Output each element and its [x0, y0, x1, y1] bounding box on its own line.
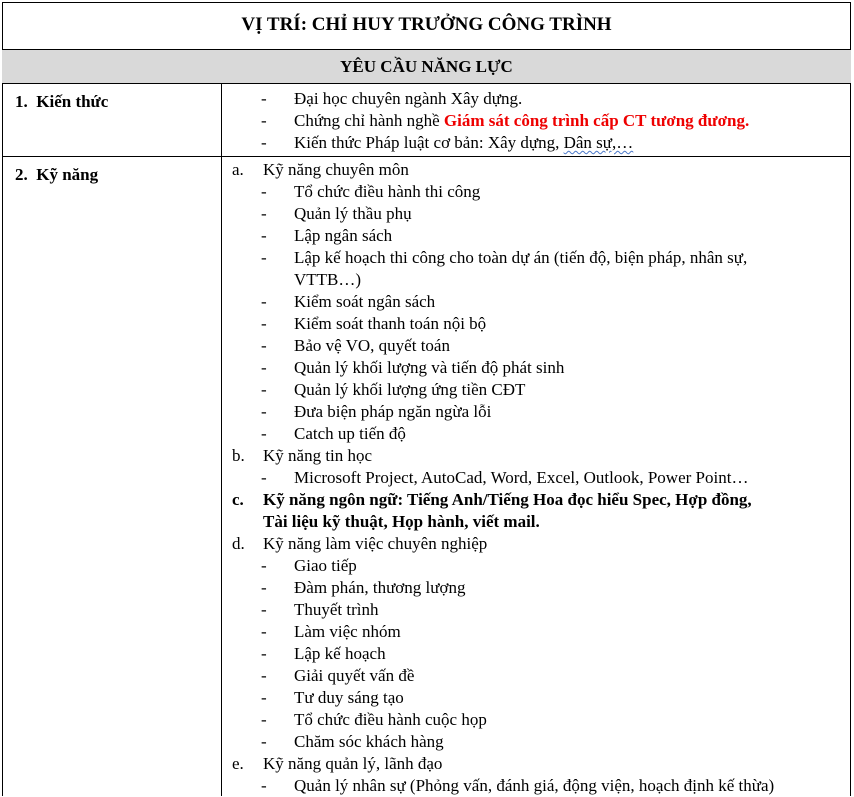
list-item: Quản lý khối lượng và tiến độ phát sinh	[294, 358, 565, 377]
list-item: Tổ chức điều hành cuộc họp	[294, 710, 487, 729]
group-title-d: Kỹ năng làm việc chuyên nghiệp	[263, 534, 488, 553]
bullet-dash: -	[261, 336, 267, 355]
group-title-c-continuation: Tài liệu kỹ thuật, Họp hành, viết mail.	[263, 512, 540, 531]
group-marker-b: b.	[232, 446, 245, 465]
bullet-dash: -	[261, 556, 267, 575]
bullet-dash: -	[261, 732, 267, 751]
group-marker-c: c.	[232, 490, 244, 509]
row-title: Kỹ năng	[36, 165, 99, 184]
group-title-b: Kỹ năng tin học	[263, 446, 373, 465]
list-item: Đại học chuyên ngành Xây dựng.	[294, 89, 523, 108]
bullet-dash: -	[261, 111, 267, 130]
list-item: Bảo vệ VO, quyết toán	[294, 336, 450, 355]
rule-under-header	[2, 83, 851, 84]
group-title-c: Kỹ năng ngôn ngữ: Tiếng Anh/Tiếng Hoa đọc hiểu Spec, Hợp đồng,	[263, 490, 752, 509]
bullet-dash: -	[261, 182, 267, 201]
bullet-dash: -	[261, 666, 267, 685]
list-item-continuation: VTTB…)	[294, 270, 362, 289]
group-marker-e: e.	[232, 754, 244, 773]
competency-table	[2, 2, 851, 796]
bullet-dash: -	[261, 380, 267, 399]
bullet-dash: -	[261, 710, 267, 729]
list-item: Chứng chỉ hành nghề Giám sát công trình cấp CT tương đương.	[294, 111, 750, 130]
row-number: 1.	[15, 92, 28, 111]
bullet-dash: -	[261, 204, 267, 223]
highlight-text: Giám sát công trình cấp CT tương đương.	[443, 111, 750, 130]
list-item: Lập ngân sách	[294, 226, 393, 245]
list-item: Giao tiếp	[294, 556, 357, 575]
list-item: Chăm sóc khách hàng	[294, 732, 444, 751]
bullet-dash: -	[261, 133, 267, 152]
bullet-dash: -	[261, 776, 267, 795]
row-number: 2.	[15, 165, 28, 184]
column-divider	[221, 83, 222, 796]
list-item: Microsoft Project, AutoCad, Word, Excel, Outlook, Power Point…	[294, 468, 749, 487]
bullet-dash: -	[261, 292, 267, 311]
bullet-dash: -	[261, 644, 267, 663]
page-title: VỊ TRÍ: CHỈ HUY TRƯỞNG CÔNG TRÌNH	[241, 14, 612, 35]
list-item: Quản lý khối lượng ứng tiền CĐT	[294, 380, 526, 399]
bullet-dash: -	[261, 468, 267, 487]
list-item: Làm việc nhóm	[294, 622, 401, 641]
list-item: Thuyết trình	[294, 600, 379, 619]
rule-between-rows	[2, 156, 851, 157]
list-item: Lập kế hoạch	[294, 644, 386, 663]
list-item: Lập kế hoạch thi công cho toàn dự án (tiến độ, biện pháp, nhân sự,	[294, 248, 748, 267]
bullet-dash: -	[261, 688, 267, 707]
bullet-dash: -	[261, 622, 267, 641]
group-marker-d: d.	[232, 534, 245, 553]
bullet-dash: -	[261, 314, 267, 333]
section-header: YÊU CẦU NĂNG LỰC	[2, 50, 851, 83]
list-item: Đưa biện pháp ngăn ngừa lỗi	[294, 402, 492, 421]
row-title: Kiến thức	[36, 92, 109, 111]
list-item: Đàm phán, thương lượng	[294, 578, 466, 597]
bullet-dash: -	[261, 226, 267, 245]
row-label-kien-thuc	[15, 92, 108, 112]
list-item: Kiến thức Pháp luật cơ bản: Xây dựng, Dân sự,…	[294, 133, 634, 152]
list-item: Quản lý thầu phụ	[294, 204, 412, 223]
bullet-dash: -	[261, 358, 267, 377]
group-title-a: Kỹ năng chuyên môn	[263, 160, 409, 179]
list-item: Kiểm soát ngân sách	[294, 292, 436, 311]
bullet-dash: -	[261, 578, 267, 597]
group-marker-a: a.	[232, 160, 244, 179]
table-border-left	[2, 2, 3, 796]
list-item: Kiểm soát thanh toán nội bộ	[294, 314, 487, 333]
table-border-right	[850, 2, 851, 796]
list-item: Giải quyết vấn đề	[294, 666, 415, 685]
bullet-dash: -	[261, 402, 267, 421]
list-item: Tư duy sáng tạo	[294, 688, 404, 707]
group-title-e: Kỹ năng quản lý, lãnh đạo	[263, 754, 443, 773]
list-item: Catch up tiến độ	[294, 424, 406, 443]
bullet-dash: -	[261, 89, 267, 108]
bullet-dash: -	[261, 424, 267, 443]
spellcheck-underlined-text: Dân sự,…	[563, 133, 634, 152]
bullet-dash: -	[261, 600, 267, 619]
bullet-dash: -	[261, 248, 267, 267]
row-label-ky-nang	[15, 165, 98, 185]
list-item: Quản lý nhân sự (Phỏng vấn, đánh giá, động viện, hoạch định kế thừa)	[294, 776, 775, 795]
list-item: Tổ chức điều hành thi công	[294, 182, 481, 201]
